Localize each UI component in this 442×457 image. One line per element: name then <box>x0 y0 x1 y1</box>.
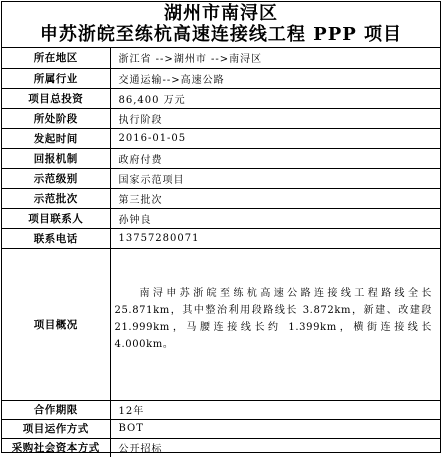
row-label: 所属行业 <box>2 68 110 88</box>
table-row-cooperation-term <box>2 400 440 419</box>
row-value: 13757280071 <box>110 228 440 248</box>
table-row-operation-mode <box>2 419 440 438</box>
row-label: 联系电话 <box>2 228 110 248</box>
table-row-return-mechanism <box>2 148 440 168</box>
page-title-region: 湖州市南浔区 <box>164 2 278 24</box>
table-row-procurement-method <box>2 438 440 457</box>
row-label: 回报机制 <box>2 148 110 168</box>
title-block <box>2 2 440 48</box>
row-value: 国家示范项目 <box>110 168 440 188</box>
row-label: 项目联系人 <box>2 208 110 228</box>
row-label: 发起时间 <box>2 128 110 148</box>
row-value: 第三批次 <box>110 188 440 208</box>
row-value: 公开招标 <box>118 444 163 456</box>
row-value: 浙江省 -->湖州市 -->南浔区 <box>110 48 440 68</box>
row-label: 项目运作方式 <box>2 419 110 438</box>
row-label: 示范批次 <box>2 188 110 208</box>
table-row-total-investment <box>2 88 440 108</box>
row-value: 12年 <box>110 400 440 419</box>
page-title-project: 申苏浙皖至练杭高速连接线工程 PPP 项目 <box>39 23 403 45</box>
row-label: 采购社会资本方式 <box>2 438 110 457</box>
table-row-region <box>2 48 440 68</box>
project-info-sheet <box>1 1 441 456</box>
table-row-contact-person <box>2 208 440 228</box>
row-value: 交通运输-->高速公路 <box>110 68 440 88</box>
row-value: 政府付费 <box>110 148 440 168</box>
table-row-demo-level <box>2 168 440 188</box>
row-label: 示范级别 <box>2 168 110 188</box>
row-value: 执行阶段 <box>110 108 440 128</box>
row-value: 2016-01-05 <box>110 128 440 148</box>
row-label: 项目概况 <box>2 248 110 400</box>
table-row-stage <box>2 108 440 128</box>
row-label: 所处阶段 <box>2 108 110 128</box>
row-label: 合作期限 <box>2 400 110 419</box>
table-row-industry <box>2 68 440 88</box>
row-value: 孙钟良 <box>110 208 440 228</box>
table-row-start-date <box>2 128 440 148</box>
row-value: 86,400 万元 <box>110 88 440 108</box>
row-label: 项目总投资 <box>2 88 110 108</box>
row-value: BOT <box>110 419 440 438</box>
info-table <box>2 48 440 457</box>
row-label: 所在地区 <box>2 48 110 68</box>
row-value-overview <box>110 248 440 400</box>
table-row-demo-batch <box>2 188 440 208</box>
table-row-contact-phone <box>2 228 440 248</box>
overview-paragraph: 南浔申苏浙皖至练杭高速公路连接线工程路线全长 25.871km，其中整治利用段路线长 3.872km，新建、改建段 21.999km，马腰连接线长约 1.399km，横街连接线长 4.000km。 <box>114 288 432 350</box>
table-row-overview <box>2 248 440 400</box>
